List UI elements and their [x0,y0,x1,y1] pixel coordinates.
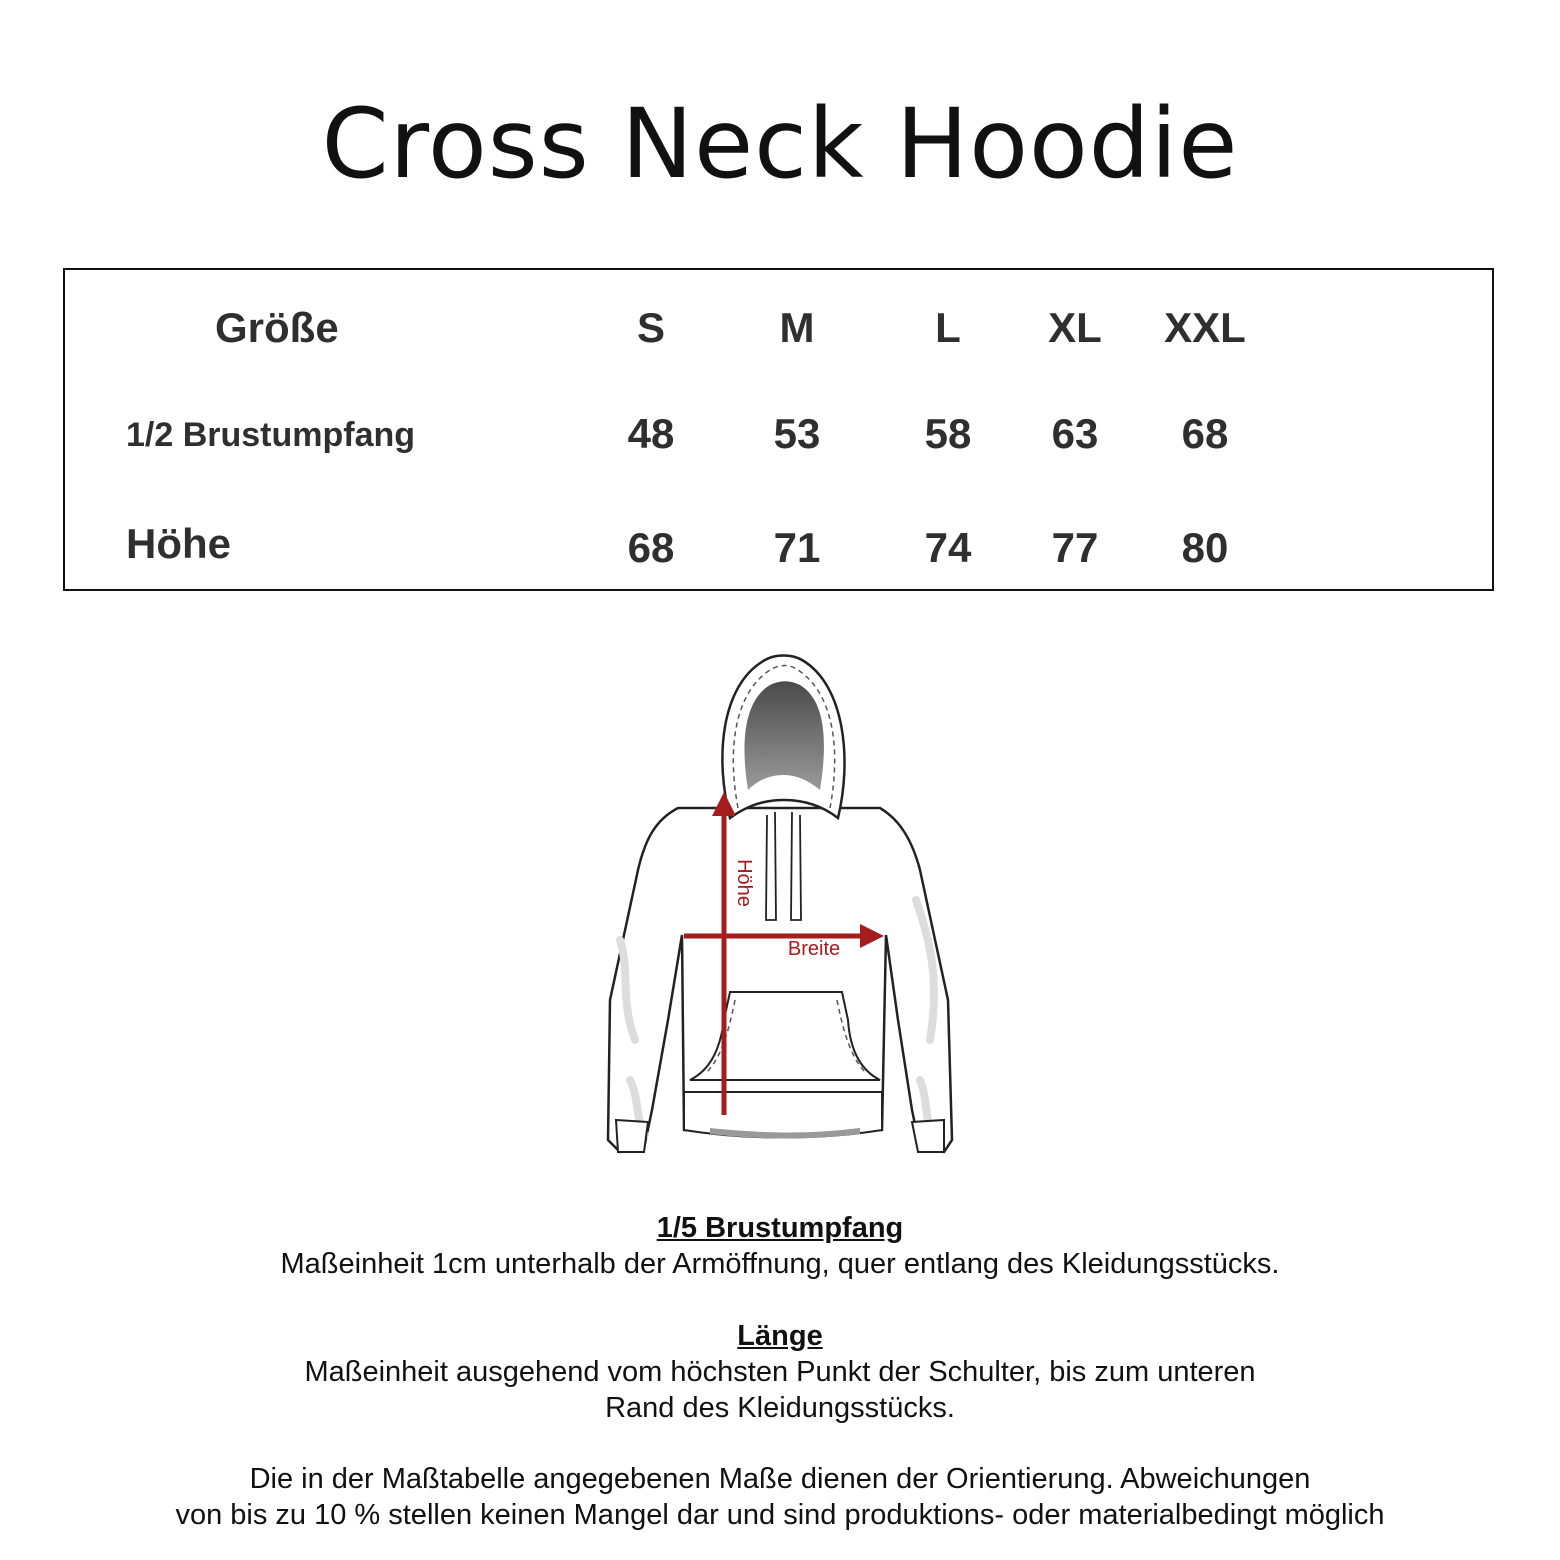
height-value: 68 [627,524,675,571]
height-value: 77 [1051,524,1099,571]
size-table [63,268,1494,591]
size-header-xl: XL [1048,304,1102,351]
length-text-line-1: Maßeinheit ausgehend vom höchsten Punkt der Schulter, bis zum unteren [304,1356,1256,1388]
chest-value: 58 [924,410,972,457]
size-header-l: L [935,304,961,351]
row-label-height: Höhe [126,520,231,567]
chest-value: 63 [1051,410,1099,457]
right-cuff [912,1120,944,1152]
chest-value: 48 [627,410,675,457]
hoodie-measurement-diagram [560,640,1000,1170]
size-header-s: S [636,304,666,351]
height-value: 74 [924,524,972,571]
row-label-chest: 1/2 Brustumpfang [126,416,416,454]
page-title: Cross Neck Hoodie [321,88,1239,200]
chest-heading: 1/5 Brustumpfang [656,1212,904,1244]
height-label: Höhe [733,859,755,907]
height-value: 80 [1181,524,1229,571]
disclaimer [0,1461,1560,1533]
width-label: Breite [787,938,841,960]
length-text-line-2: Rand des Kleidungsstücks. [605,1392,955,1424]
disclaimer-line-1: Die in der Maßtabelle angegebenen Maße dienen der Orientierung. Abweichungen [249,1463,1311,1495]
left-cuff [616,1120,648,1152]
chest-note [0,1210,1560,1282]
length-heading: Länge [737,1320,823,1352]
chest-value: 53 [773,410,821,457]
length-note [0,1318,1560,1426]
chest-value: 68 [1181,410,1229,457]
chest-text: Maßeinheit 1cm unterhalb der Armöffnung, quer entlang des Kleidungsstücks. [280,1248,1280,1280]
height-value: 71 [773,524,821,571]
size-header-xxl: XXL [1164,304,1246,351]
size-header-m: M [779,304,815,351]
size-header-label: Größe [215,304,339,351]
disclaimer-line-2: von bis zu 10 % stellen keinen Mangel dar und sind produktions- oder materialbedingt möglich [175,1499,1385,1531]
